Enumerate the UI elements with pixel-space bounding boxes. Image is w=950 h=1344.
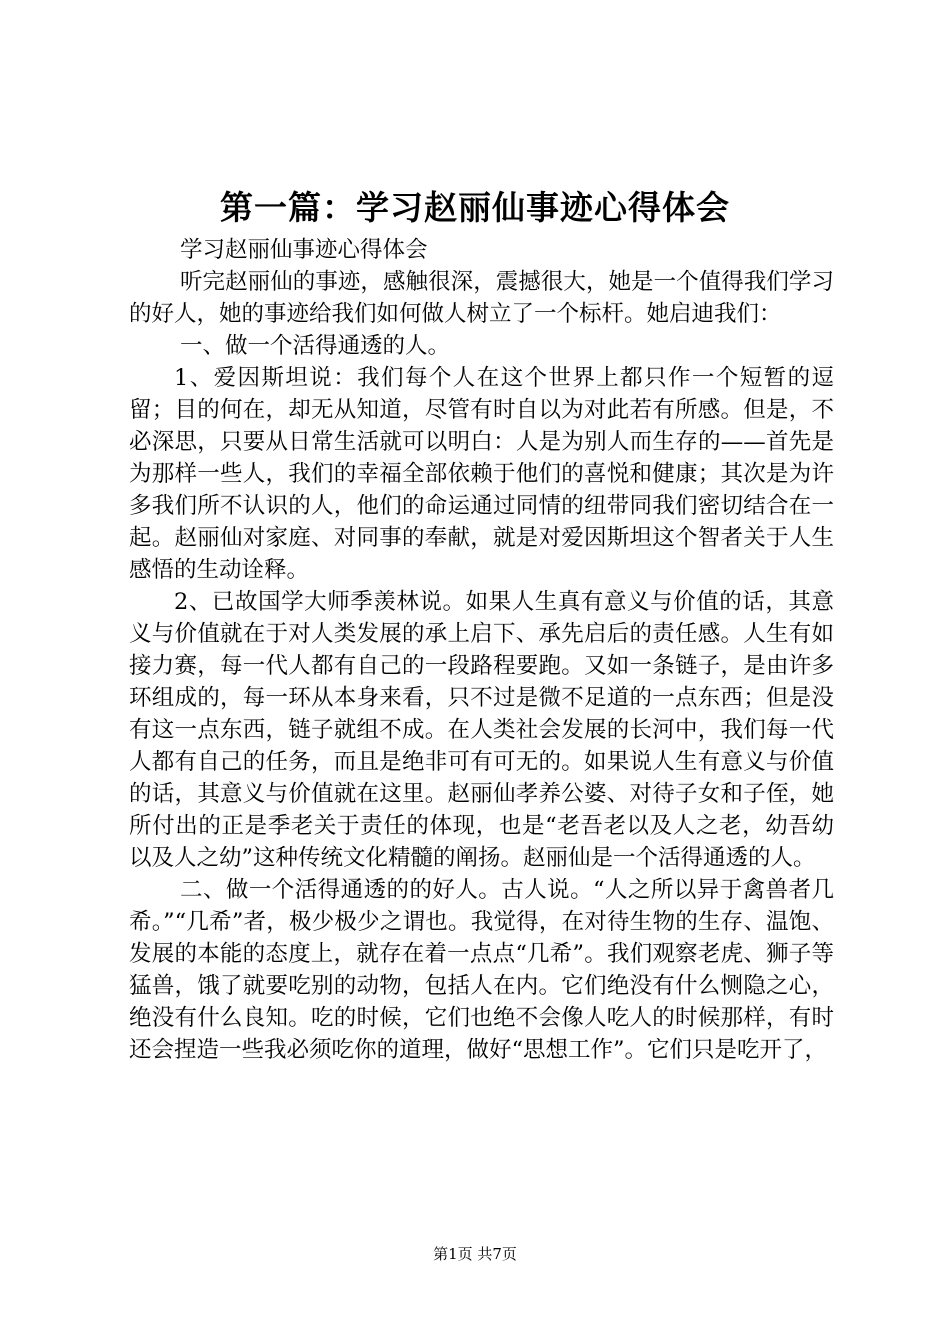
- document-title: 第一篇：学习赵丽仙事迹心得体会: [220, 188, 730, 227]
- ji-xianlin-paragraph: 2、已故国学大师季羡林说。如果人生真有意义与价值的话，其意义与价值就在于对人类发展的承上启下、承先启后的责任感。人生有如接力赛，每一代人都有自己的一段路程要跑。又如一条链子，是由许多环组成的，每一环从本身来看，只不过是微不足道的一点东西；但是没有这一点东西，链子就组不成。在人类社会发展的长河中，我们每一代人都有自己的任务，而且是绝非可有可无的。如果说人生有意义与价值的话，其意义与价值就在这里。赵丽仙孝养公婆、对待子女和子侄，她所付出的正是季老关于责任的体现，也是“老吾老以及人之老，幼吾幼以及人之幼”这种传统文化精髓的阐扬。赵丽仙是一个活得通透的人。: [129, 589, 834, 871]
- subtitle-paragraph: 学习赵丽仙事迹心得体会: [180, 237, 428, 263]
- page-footer: 第1页 共7页: [433, 1245, 517, 1263]
- section-heading-1: 一、做一个活得通透的人。: [180, 333, 451, 359]
- intro-paragraph: 听完赵丽仙的事迹，感触很深，震撼很大，她是一个值得我们学习的好人，她的事迹给我们如何做人树立了一个标杆。她启迪我们：: [129, 269, 834, 327]
- section-heading-2-paragraph: 二、做一个活得通透的的好人。古人说。“人之所以异于禽兽者几希。”“几希”者，极少极少之谓也。我觉得，在对待生物的生存、温饱、发展的本能的态度上，就存在着一点点“几希”。我们观察老虎、狮子等猛兽，饿了就要吃别的动物，包括人在内。它们绝没有什么恻隐之心，绝没有什么良知。吃的时候，它们也绝不会像人吃人的时候那样，有时还会捏造一些我必须吃你的道理，做好“思想工作”。它们只是吃开了，: [129, 877, 834, 1063]
- document-body: [129, 234, 834, 1066]
- einstein-paragraph: 1、爱因斯坦说：我们每个人在这个世界上都只作一个短暂的逗留；目的何在，却无从知道，尽管有时自以为对此若有所感。但是，不必深思，只要从日常生活就可以明白：人是为别人而生存的——首先是为那样一些人，我们的幸福全部依赖于他们的喜悦和健康；其次是为许多我们所不认识的人，他们的命运通过同情的纽带同我们密切结合在一起。赵丽仙对家庭、对同事的奉献，就是对爱因斯坦这个智者关于人生感悟的生动诠释。: [129, 365, 834, 583]
